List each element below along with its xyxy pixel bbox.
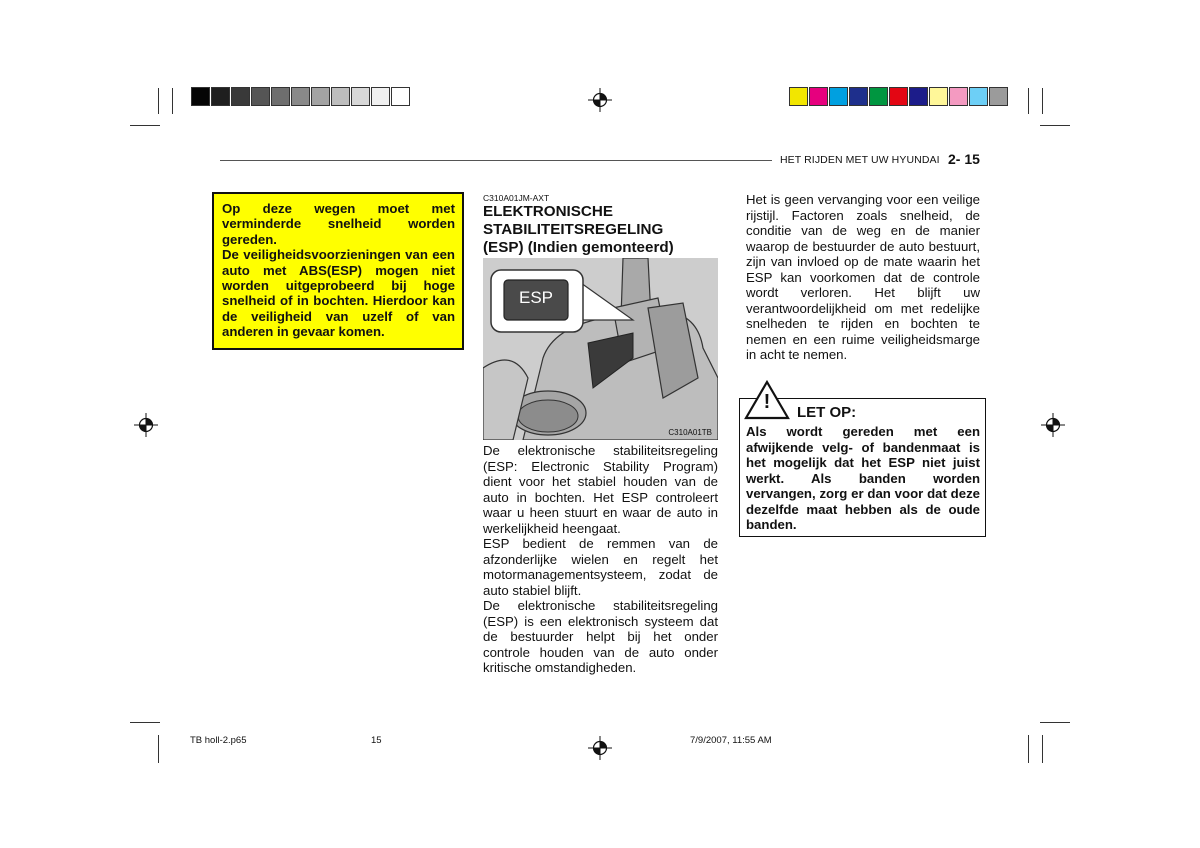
grayscale-swatch xyxy=(211,87,230,106)
color-swatch xyxy=(969,87,988,106)
section-code: C310A01JM-AXT xyxy=(483,193,550,203)
color-swatch xyxy=(829,87,848,106)
body-paragraph: De elektronische stabiliteitsregeling (ESP: Electronic Stability Program) dient voor het stabiel houden van de auto in bochten. Het ESP controleert waar u heen stuurt en waar de auto in werkelijkheid heengaat. xyxy=(483,443,718,536)
color-swatch xyxy=(809,87,828,106)
grayscale-swatch xyxy=(351,87,370,106)
grayscale-swatch xyxy=(391,87,410,106)
esp-button-label: ESP xyxy=(518,288,554,307)
grayscale-swatch xyxy=(231,87,250,106)
warning-glyph: ! xyxy=(763,391,771,413)
registration-mark-icon xyxy=(588,88,612,112)
body-paragraph: ESP bedient de remmen van de afzonderlijke wielen en regelt het motormanagementsysteem, zodat de auto stabiel blijft. xyxy=(483,536,718,598)
body-paragraph: De elektronische stabiliteitsregeling (ESP) is een elektronisch systeem dat de bestuurder helpt bij het onder controle houden van de auto onder kritische omstandigheden. xyxy=(483,598,718,675)
grayscale-swatch xyxy=(331,87,350,106)
grayscale-swatch xyxy=(251,87,270,106)
footer-page: 15 xyxy=(371,735,382,746)
console-drawing xyxy=(483,258,718,440)
figure-caption: C310A01TB xyxy=(668,428,712,437)
footer-timestamp: 7/9/2007, 11:55 AM xyxy=(690,735,772,746)
grayscale-swatch xyxy=(291,87,310,106)
body-paragraph: Het is geen vervanging voor een veilige rijstijl. Factoren zoals snelheid, de conditie van de weg en de manier waarop de bestuurder de auto bestuurt, zijn van invloed op de mate waarin het ESP kan voorkomen dat de controle wordt verloren. Het blijft uw verantwoordelijkheid om met redelijke snelheden te rijden en bochten te nemen en een ruime veiligheidsmarge in acht te nemen. xyxy=(746,192,980,362)
grayscale-swatch xyxy=(191,87,210,106)
warning-paragraph: De veiligheidsvoorzieningen van een auto met ABS(ESP) mogen niet worden uitgeprobeerd bij hoge snelheid of in bochten. Hierdoor kan de veiligheid van uzelf of van anderen in gevaar komen. xyxy=(222,247,455,340)
running-header: HET RIJDEN MET UW HYUNDAI xyxy=(780,154,940,166)
color-swatch xyxy=(949,87,968,106)
warning-box xyxy=(212,192,464,350)
registration-mark-icon xyxy=(1041,413,1065,437)
color-swatch xyxy=(989,87,1008,106)
color-swatch xyxy=(869,87,888,106)
grayscale-swatch xyxy=(271,87,290,106)
page-number: 2- 15 xyxy=(948,151,980,167)
color-swatch xyxy=(909,87,928,106)
warning-paragraph: Op deze wegen moet met verminderde snelheid worden gereden. xyxy=(222,201,455,247)
caution-text: Als wordt gereden met een afwijkende velg- of bandenmaat is het mogelijk dat het ESP niet juist werkt. Als banden worden vervangen, zorg er dan voor dat deze dezelfde maat hebben als de oude banden. xyxy=(746,424,980,532)
caution-box xyxy=(739,391,986,537)
section-title xyxy=(483,203,723,257)
header-rule xyxy=(220,160,772,161)
registration-mark-icon xyxy=(588,736,612,760)
grayscale-swatch xyxy=(371,87,390,106)
caution-title: LET OP: xyxy=(797,404,857,421)
color-swatch xyxy=(789,87,808,106)
color-swatch xyxy=(929,87,948,106)
title-line: STABILITEITSREGELING xyxy=(483,221,664,238)
right-column xyxy=(746,192,980,363)
middle-column xyxy=(483,443,718,676)
color-swatch xyxy=(889,87,908,106)
color-swatch xyxy=(849,87,868,106)
registration-mark-icon xyxy=(134,413,158,437)
grayscale-swatch xyxy=(311,87,330,106)
esp-button-illustration xyxy=(483,258,718,440)
title-line: ELEKTRONISCHE xyxy=(483,203,613,220)
title-line: (ESP) (Indien gemonteerd) xyxy=(483,239,674,256)
footer-file: TB holl-2.p65 xyxy=(190,735,247,746)
